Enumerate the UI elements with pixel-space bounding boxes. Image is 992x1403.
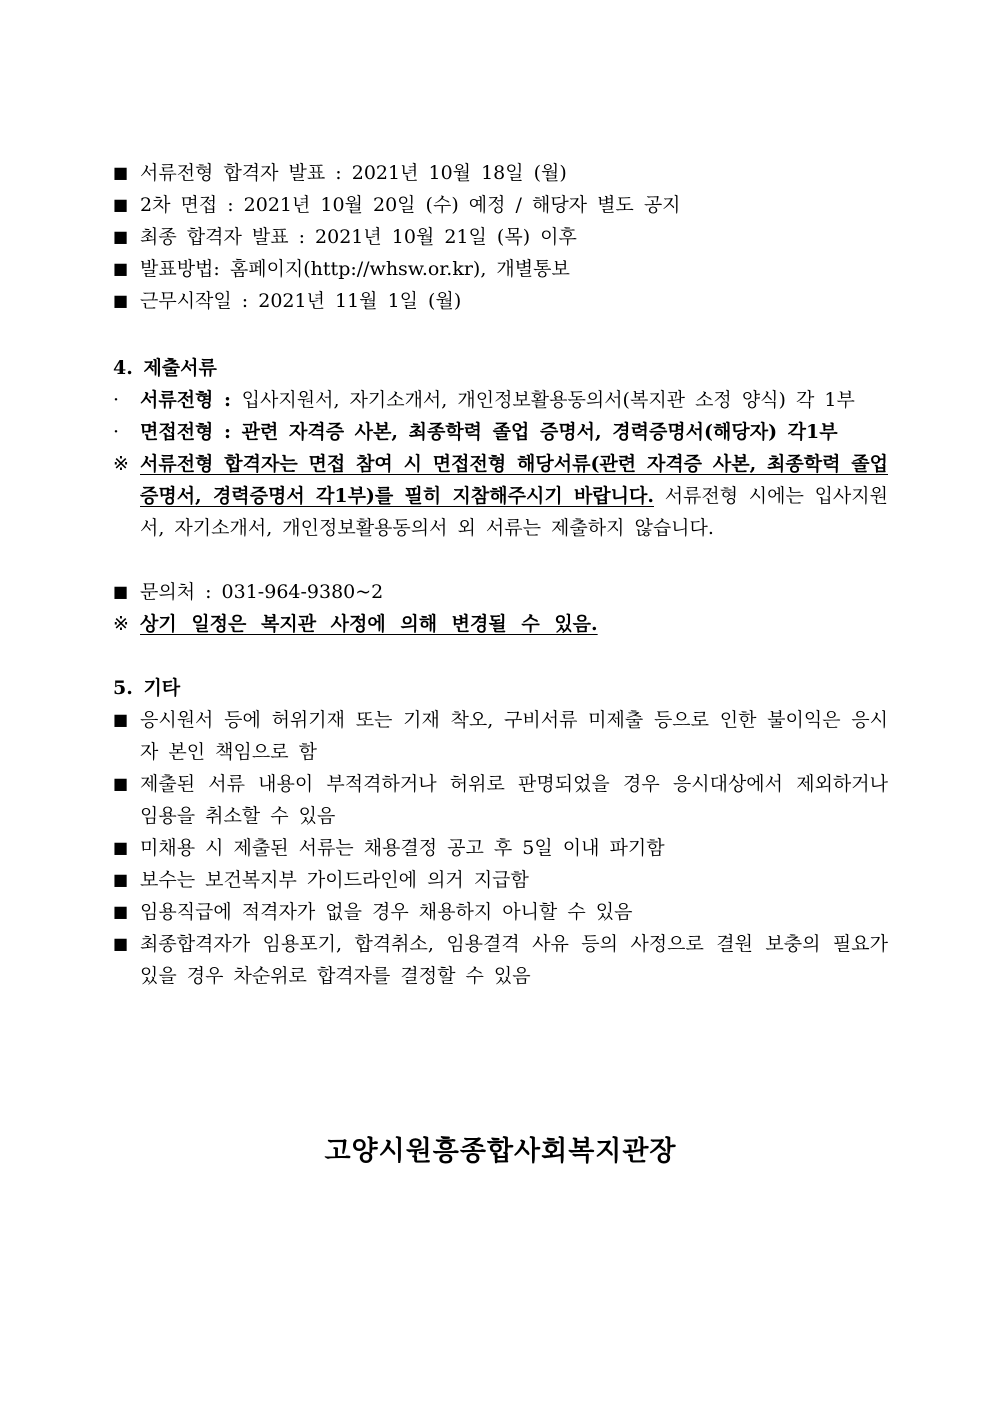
submission-note — [113, 448, 888, 544]
square-bullet-icon: ■ — [113, 163, 129, 182]
schedule-item-text: 서류전형 합격자 발표 : 2021년 10월 18일 (월) — [140, 162, 567, 184]
signature: 고양시원흥종합사회복지관장 — [324, 1136, 677, 1167]
square-bullet-icon: ■ — [113, 774, 129, 793]
schedule-change-notice-text — [140, 608, 888, 640]
square-bullet-icon: ■ — [113, 902, 129, 921]
contact-line — [113, 576, 888, 608]
submission-note-text — [140, 448, 888, 544]
square-bullet-icon: ■ — [113, 291, 129, 310]
submission-note-emphasized: 서류전형 합격자는 면접 참여 시 면접전형 해당서류(관련 자격증 사본, 최종학력 졸업 증명서, 경력증명서 각1부)를 필히 지참해주시기 바랍니다. — [140, 453, 888, 507]
dot-bullet-icon: · — [113, 421, 120, 443]
square-bullet-icon: ■ — [113, 870, 129, 889]
reference-mark-icon: ※ — [113, 453, 129, 475]
submission-item-text — [140, 384, 888, 416]
submission-item-interview-screening — [113, 416, 888, 448]
etc-item-salary-guideline — [113, 864, 888, 896]
square-bullet-icon: ■ — [113, 838, 129, 857]
section-heading-submission-documents: 4. 제출서류 — [113, 357, 217, 379]
schedule-item-text: 2차 면접 : 2021년 10월 20일 (수) 예정 / 해당자 별도 공지 — [140, 194, 681, 216]
submission-note-plain: 서류전형 시에는 입사지원서, 자기소개서, 개인정보활용동의서 외 서류는 제출하지 않습니다. — [140, 485, 888, 539]
etc-item-text: 최종합격자가 임용포기, 합격취소, 임용결격 사유 등의 사정으로 결원 보충의 필요가 있을 경우 차순위로 합격자를 결정할 수 있음 — [140, 933, 888, 987]
reference-mark-icon: ※ — [113, 613, 129, 635]
etc-item-text: 미채용 시 제출된 서류는 채용결정 공고 후 5일 이내 파기함 — [140, 837, 665, 859]
submission-item-text — [140, 416, 888, 448]
etc-item-text: 임용직급에 적격자가 없을 경우 채용하지 아니할 수 있음 — [140, 901, 633, 923]
etc-item-text: 제출된 서류 내용이 부적격하거나 허위로 판명되었을 경우 응시대상에서 제외하거나 임용을 취소할 수 있음 — [140, 773, 888, 827]
schedule-list — [113, 157, 888, 317]
square-bullet-icon: ■ — [113, 934, 129, 953]
label-separator: : — [213, 389, 242, 411]
submission-item-document-screening — [113, 384, 888, 416]
schedule-change-notice-emphasized: 상기 일정은 복지관 사정에 의해 변경될 수 있음. — [140, 613, 598, 635]
etc-item-false-statement — [113, 704, 888, 768]
label-separator: : — [213, 421, 242, 443]
square-bullet-icon: ■ — [113, 582, 129, 601]
square-bullet-icon: ■ — [113, 227, 129, 246]
schedule-change-notice — [113, 608, 888, 640]
etc-item-disqualification — [113, 768, 888, 832]
contact-text: 문의처 : 031-964-9380~2 — [140, 581, 384, 603]
schedule-item-final-pass-date — [113, 221, 888, 253]
submission-item-detail: 관련 자격증 사본, 최종학력 졸업 증명서, 경력증명서(해당자) 각1부 — [241, 421, 838, 443]
square-bullet-icon: ■ — [113, 195, 129, 214]
schedule-item-document-pass-date — [113, 157, 888, 189]
schedule-item-text: 발표방법: 홈페이지(http://whsw.or.kr), 개별통보 — [140, 258, 570, 280]
etc-item-runner-up-selection — [113, 928, 888, 992]
square-bullet-icon: ■ — [113, 259, 129, 278]
section-heading-etc: 5. 기타 — [113, 677, 181, 699]
dot-bullet-icon: · — [113, 389, 120, 411]
submission-item-detail: 입사지원서, 자기소개서, 개인정보활용동의서(복지관 소정 양식) 각 1부 — [241, 389, 855, 411]
schedule-item-second-interview — [113, 189, 888, 221]
submission-documents-list — [113, 384, 888, 544]
etc-item-no-suitable-candidate — [113, 896, 888, 928]
schedule-item-text: 근무시작일 : 2021년 11월 1일 (월) — [140, 290, 462, 312]
submission-item-label: 면접전형 — [140, 421, 214, 443]
schedule-item-work-start-date — [113, 285, 888, 317]
square-bullet-icon: ■ — [113, 710, 129, 729]
schedule-item-announcement-method — [113, 253, 888, 285]
etc-item-document-destruction — [113, 832, 888, 864]
etc-item-text: 보수는 보건복지부 가이드라인에 의거 지급함 — [140, 869, 529, 891]
schedule-item-text: 최종 합격자 발표 : 2021년 10월 21일 (목) 이후 — [140, 226, 577, 248]
etc-list — [113, 704, 888, 992]
submission-item-label: 서류전형 — [140, 389, 214, 411]
etc-item-text: 응시원서 등에 허위기재 또는 기재 착오, 구비서류 미제출 등으로 인한 불이익은 응시자 본인 책임으로 함 — [140, 709, 888, 763]
